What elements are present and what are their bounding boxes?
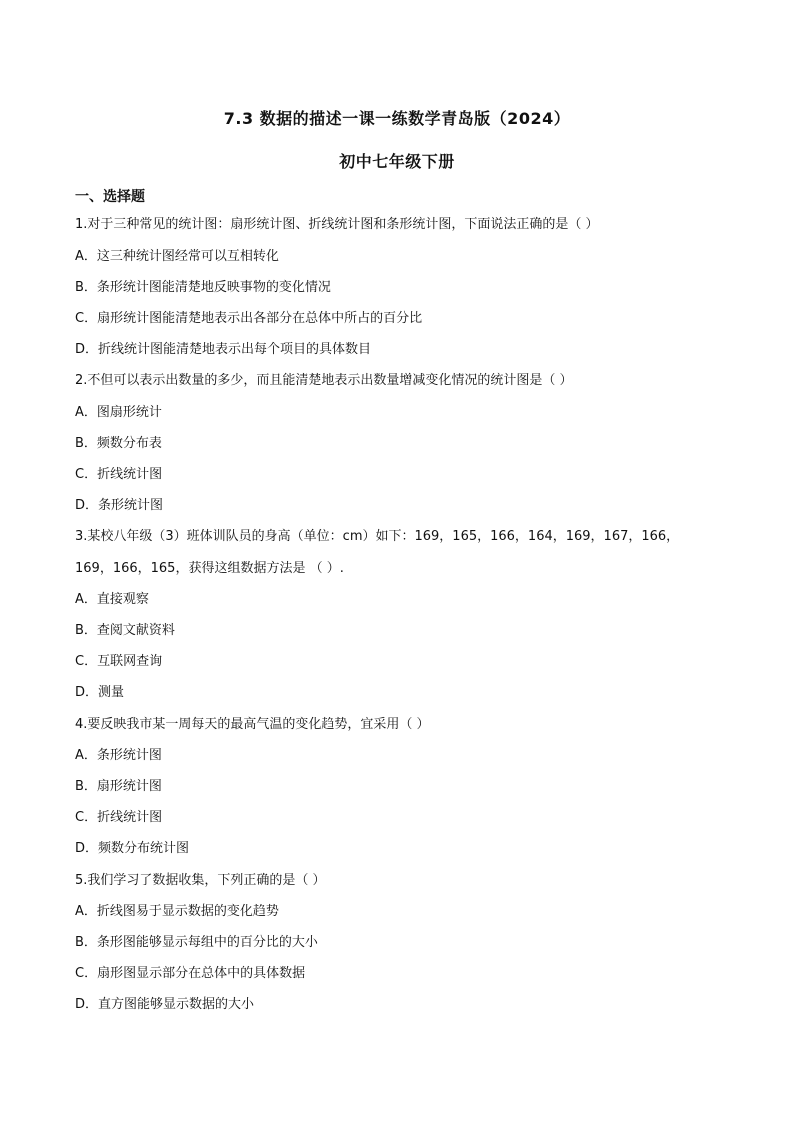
question-2-stem: 2.不但可以表示出数量的多少，而且能清楚地表示出数量增减变化情况的统计图是（ ） (75, 373, 573, 388)
question-2-option-b: B．频数分布表 (75, 436, 162, 451)
question-3-option-b: B．查阅文献资料 (75, 623, 175, 638)
question-5-option-c: C．扇形图显示部分在总体中的具体数据 (75, 966, 306, 981)
question-4-option-d: D．频数分布统计图 (75, 841, 190, 856)
question-2-option-a: A．图扇形统计 (75, 405, 162, 420)
question-3-stem-continued: 169，166，165，获得这组数据方法是 （ ）. (75, 561, 344, 576)
question-5-option-b: B．条形图能够显示每组中的百分比的大小 (75, 935, 318, 950)
question-3-option-d: D．测量 (75, 685, 125, 700)
question-4-option-a: A．条形统计图 (75, 748, 162, 763)
question-1-stem: 1.对于三种常见的统计图：扇形统计图、折线统计图和条形统计图，下面说法正确的是（ ） (75, 217, 599, 232)
question-5-option-d: D．直方图能够显示数据的大小 (75, 997, 255, 1012)
question-1-option-d: D．折线统计图能清楚地表示出每个项目的具体数目 (75, 342, 372, 357)
question-5-option-a: A．折线图易于显示数据的变化趋势 (75, 904, 279, 919)
question-1-option-a: A．这三种统计图经常可以互相转化 (75, 249, 279, 264)
question-5-stem: 5.我们学习了数据收集，下列正确的是（ ） (75, 873, 326, 888)
page-subtitle: 初中七年级下册 (339, 152, 455, 171)
question-1-option-c: C．扇形统计图能清楚地表示出各部分在总体中所占的百分比 (75, 311, 423, 326)
question-3-option-c: C．互联网查询 (75, 654, 163, 669)
section-heading: 一、选择题 (75, 189, 145, 205)
question-4-option-c: C．折线统计图 (75, 810, 163, 825)
question-4-option-b: B．扇形统计图 (75, 779, 162, 794)
page-title: 7.3 数据的描述一课一练数学青岛版（2024） (223, 109, 571, 128)
question-1-option-b: B．条形统计图能清楚地反映事物的变化情况 (75, 280, 331, 295)
question-3-stem: 3.某校八年级（3）班体训队员的身高（单位：cm）如下：169，165，166，164，169，167，166， (75, 529, 680, 544)
question-4-stem: 4.要反映我市某一周每天的最高气温的变化趋势，宜采用（ ） (75, 717, 430, 732)
question-2-option-c: C．折线统计图 (75, 467, 163, 482)
question-2-option-d: D．条形统计图 (75, 498, 164, 513)
question-3-option-a: A．直接观察 (75, 592, 149, 607)
